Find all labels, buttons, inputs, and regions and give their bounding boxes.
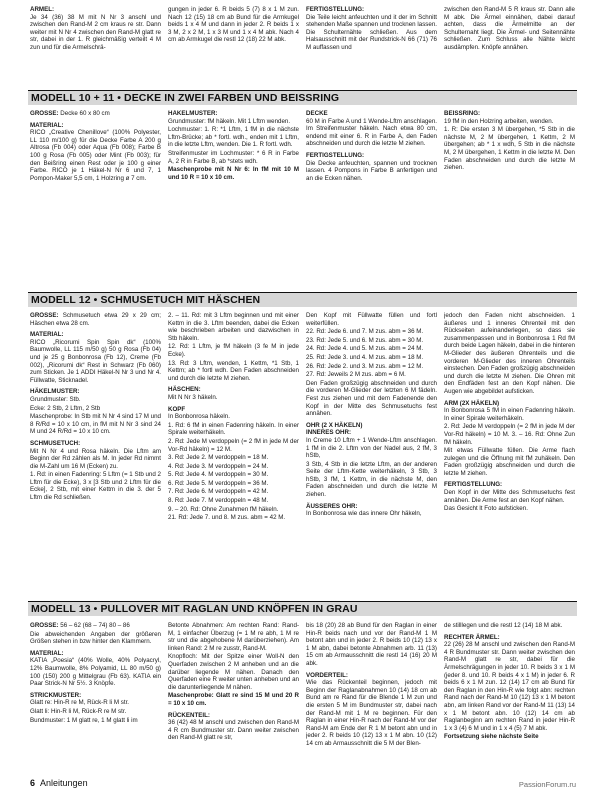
list-item: 8. Rd: Jede 7. M verdoppeln = 48 M.	[168, 497, 269, 505]
model12-gauge: Maschenprobe: In Stb mit N Nr 4 sind 17 M und 8 R/Rd = 10 x 10 cm, in fM mit N Nr 3 sind 24 M und 24 R/Rd = 10 x 10 cm.	[30, 413, 161, 436]
sleeve-heading: ÄRMEL:	[30, 6, 55, 13]
model10-teether-text-1: 19 fM in den Holzring arbeiten, wenden.	[444, 117, 554, 125]
list-item: 27. Rd: Jeweils 2 M zus. abm = 6 M.	[306, 371, 406, 379]
model13-col-4	[444, 622, 575, 772]
model12-bunny-heading: HÄSCHEN:	[168, 386, 201, 394]
model12-inner-ear-text-2: 3 Stb, 4 Stb in die letzte Lftm, an der anderen Seite der Lftm-Kette weiterhäkeln, 3 Stb, 3 hStb, 3 fM, 1 Kettm, in die nächste M, den Faden abschneiden und durch die letzte M ziehen.	[306, 460, 437, 499]
sleeve-text-cont: gungen in jeder 6. R beids 5 (7) 8 x 1 M zun. Nach 12 (15) 18 cm ab Bund für die Armkugel beids 1 x 4 M und dann in jeder 2. R beids 1 x 3 M, 2 x 2 M, 1 x 3 M und 1 x 4 M abk. Nach 4 cm ab Armkugel die restl 12 (18) 22 M abk.	[168, 6, 299, 44]
model10-blanket-heading: DECKE	[306, 110, 328, 117]
model10-teether-text-2: 1. R: Die ersten 3 M übergehen, *5 Stb in die nächste M, 2 M übergehen, 1 Kettm, 2 M übergehen; ab * 1 x wdh, 5 Stb in die nächste M, 2 M übergehen, 1 Kettm in die letzte M. Den Faden abschneiden und durch die letzte M ziehen.	[444, 126, 575, 172]
model10-col-2	[168, 110, 299, 268]
top-col-3	[306, 6, 437, 70]
model10-basic-pattern: Grundmuster: fM häkeln. Mit 1 Lftm wenden.	[168, 117, 291, 125]
model12-body	[30, 312, 575, 588]
finishing-text: Die Teile leicht anfeuchten und it der im Schnitt stehenden Maße spannen und trocknen lassen. Die Schulternähte schließen. Aus dem Halsausschnitt mit der Rundstrick-N 66 (71) 76 M auffassen und	[306, 13, 437, 51]
list-item: 9. – 20. Rd: Ohne Zunahmen fM häkeln.	[168, 505, 279, 513]
list-item: 24. Rd: Jede 4. und 5. M zus. abm = 24 M.	[306, 345, 424, 353]
list-item: 6. Rd: Jede 5. M verdoppeln = 36 M.	[168, 479, 269, 487]
model12-finishing-text: Den Kopf in der Mitte des Schmusetuchs fest annähen. Die Arme fest an den Kopf nähen.	[444, 489, 575, 504]
model12-size-label: GRÖSSE:	[30, 312, 59, 319]
model13-front-heading: VORDERTEIL:	[306, 671, 348, 679]
model12-outer-ear-heading: ÄUSSERES OHR:	[306, 502, 358, 510]
model10-size-label: GRÖSSE:	[30, 110, 59, 117]
model12-inner-ear-text-1: In Creme 10 Lftm + 1 Wende-Lftm anschlagen. 1 fM in die 2. Lftm von der Nadel aus, 2 fM, 3 hStb,	[306, 436, 437, 460]
model12-finishing-heading: FERTIGSTELLUNG:	[444, 481, 503, 489]
list-item: 21. Rd: Jede 7. und 8. M zus. abm = 42 M.	[168, 514, 286, 522]
list-item: 3. Rd: Jede 2. M verdoppeln = 18 M.	[168, 454, 269, 462]
model13-right-sleeve-text: 22 (26) 28 M anschl und zwischen den Rand-M 4 R Bundmuster str. Dann weiter zwischen den Rand-M glatt re str, dabei für die Ärmelschrägungen in jeder 10. R beids 3 x 1 M (jeder 8. und 10. R beids 4 x 1 M) in jeder 6. R beids 6 x 1 M zun. 12 (14) 17 cm ab Bund für den Raglan in den Hin-R wie folgt abn: rechten Rand nach der Rand-M 10 (12) 13 x 1 M betont abn, am linken Rand vor der Rand-M 11 (13) 14 x 1 M betont abn. 10 (12) 14 cm ab Raglanbeginn am rechten Rand in jeder Hin-R 1 x 3 (4) 6 M und in 1 x 4 (5) 7 M abk.	[444, 641, 575, 732]
model12-size: Schmusetuch etwa 29 x 29 cm; Häschen etwa 28 cm.	[30, 312, 161, 327]
model12-rounds-2-11: 2. – 11. Rd: mit 3 Lftm beginnen und mit einer Kettm in die 3. Lftm beenden, dabei die Ecken wie beschrieben arbeiten und dazwischen in Stb häkeln.	[168, 312, 299, 342]
model13-col-2	[168, 622, 299, 772]
list-item: 1. Rd: 6 fM in einen Fadenring häkeln. In einer Spirale weiterhäkeln.	[168, 421, 299, 437]
model13-back-heading: RÜCKENTEIL:	[168, 711, 210, 719]
model13-col-3	[306, 622, 437, 772]
top-continuation	[30, 6, 575, 70]
model13-size: 56 – 62 (68 – 74) 80 – 86	[60, 622, 130, 629]
model12-arm-heading: ARM (2X HÄKELN)	[444, 399, 499, 407]
model12-head-text: In Bonbonrosa häkeln.	[168, 413, 230, 421]
model13-stockinette: Glatt re: Hin-R re M, Rück-R li M str.	[30, 699, 130, 707]
model10-finishing-text: Die Decke anfeuchten, spannen und trocknen lassen. 4 Pompons in Farbe B anfertigen und an die Ecken nähen.	[306, 159, 437, 182]
model12-col-3	[306, 312, 437, 588]
model12-cloth-text: Mit N Nr 4 und Rosa häkeln. Die Lftm am Beginn der Rd zählen als M. In jeder Rd nimmt die M-Zahl um 16 M (Ecken) zu.	[30, 447, 161, 470]
page-number: 6	[30, 778, 36, 788]
model13-back-text: 36 (42) 48 M anschl und zwischen den Rand-M 4 R cm Bundmuster str. Dann weiter zwischen den Rand-M glatt re str,	[168, 719, 299, 742]
model12-basic-pattern: Grundmuster: Stb.	[30, 395, 81, 403]
model10-lace-pattern: Lochmuster: 1. R: *1 Lftm, 1 fM in die nächste Lftm-Brücke; ab * fortl. wdh., enden mit 1 Lftm, in die letzte Lftm, wenden. Die 1. R fortl. wdh.	[168, 126, 299, 149]
model12-crochet-pattern-heading: HÄKELMUSTER:	[30, 388, 80, 396]
model13-col-1	[30, 622, 161, 772]
model12-title-bar	[28, 292, 577, 307]
model10-teether-heading: BEISSRING:	[444, 110, 481, 117]
list-item: 22. Rd: Jede 6. und 7. M zus. abm = 36 M.	[306, 328, 424, 336]
model13-knit-pattern-heading: STRICKMUSTER:	[30, 691, 82, 699]
model12-title: MODELL 12 • SCHMUSETUCH MIT HÄSCHEN	[31, 294, 261, 306]
model12-inner-ear-heading: INNERES OHR:	[306, 429, 352, 437]
model13-size-note: Die abweichenden Angaben der größeren Größen stehen in bzw hinter den Klammern.	[30, 630, 161, 646]
model10-stripe-pattern: Streifenmuster im Lochmuster: * 6 R in Farbe A, 2 R in Farbe B, ab *stets wdh.	[168, 149, 299, 165]
list-item: 2. Rd: Jede M verdoppeln (= 2 fM in jede M der Vor-Rd häkeln) = 12 M.	[168, 437, 299, 453]
model13-body	[30, 622, 575, 772]
model13-front-text-cont: de stilllegen und die restl 12 (14) 18 M abk.	[444, 622, 563, 629]
model13-rib-pattern: Bundmuster: 1 M glatt re, 1 M glatt li im	[30, 716, 138, 724]
model10-crochet-pattern-heading: HÄKELMUSTER:	[168, 110, 218, 117]
model12-col-4	[444, 312, 575, 588]
section-name: Anleitungen	[40, 778, 88, 788]
model12-ear-assembly: jedoch den Faden nicht abschneiden. 1 äußeres und 1 inneres Ohrenteil mit den Rückseiten aufeinanderlegen, so dass sie zusammenpassen und in Bonbonrosa 1 Rd fM durch beide Lagen häkeln, dabei in die hinteren M-Glieder des äußeren Ohrenteils und die vorderen M-Glieder des inneren Ohrenteils einstechen. Den Faden großzügig abschneiden und durch die letzte M ziehen. Die Ohren mit den Endfäden fest an den Kopf nähen. Die Augen wie abgebildet aufsticken.	[444, 312, 575, 395]
model12-stuffing-text: Den Kopf mit Füllwatte füllen und fortl weiterfüllen.	[306, 312, 437, 327]
model12-round-1: 1. Rd: in einen Fadenring: 5 Lftm (= 1 Stb und 2 Lftm für die Ecke), 3 x [3 Stb und 2 Lftm für die Ecke], 2 Stb, mit einer Kettm in die 3. der 5 Lftm die Rd schließen.	[30, 471, 161, 502]
list-item: 26. Rd: Jede 2. und 3. M zus. abm = 12 M.	[306, 362, 424, 370]
list-item: 4. Rd: Jede 3. M verdoppeln = 24 M.	[168, 462, 269, 470]
model13-material-label: MATERIAL:	[30, 649, 64, 657]
page-footer	[30, 778, 88, 788]
model10-col-4	[444, 110, 575, 268]
model12-round-13: 13. Rd: 3 Lftm, wenden, 1 Kettm, *1 Stb, 1 Kettm; ab * fortl wdh. Den Faden abschneiden und durch die letzte M ziehen.	[168, 359, 299, 382]
finishing-text-cont: zwischen den Rand-M 5 R kraus str. Dann alle M abk. Die Ärmel einnähen, dabei darauf achten, dass die Ärmelmitte an der Schulternaht liegt. Die Ärmel- und Seitennähte schließen. Zum Schluss alle Nähte leicht ausdämpfen. Knöpfe annähen.	[444, 6, 575, 51]
model10-material: RICO „Creative Chenillove“ (100% Polyester, LL 110 m/100 g) für die Decke Farbe A 200 g Altrosa (Fb 004) oder Aqua (Fb 008); Farbe B 100 g Rosa (Fb 005) oder Mint (Fb 003); für den Beißring einen Rest oder je 100 g einer Farbe. RICO je 1 Häkel-N Nr 6 und 7, 1 Pompon-Maker 5,5 cm, 1 Holzring ø 7 cm.	[30, 129, 161, 182]
list-item: 23. Rd: Jede 5. und 6. M zus. abm = 30 M.	[306, 336, 424, 344]
model12-ear-heading: OHR (2 X HÄKELN)	[306, 421, 363, 429]
model13-title: MODELL 13 • PULLOVER MIT RAGLAN UND KNÖPFEN IN GRAU	[31, 603, 358, 615]
model13-front-text: Wie das Rückenteil beginnen, jedoch mit Beginn der Raglanabnahmen 10 (14) 18 cm ab Bund am re Rand für die Blende 1 M zun und die ersten 5 M im Bundmuster str, dabei nach der Rand-M mit 1 M re beginnen. Für den Raglan in einer Hin-R nach der Rand-M vor der Rand-M am Ende der R 1 M betont abn und in jeder 2. R beids 10 (12) 13 x 1 M abn. 10 (12) 14 cm ab Armausschnitt die 5 M der Blen-	[306, 679, 437, 747]
model10-material-label: MATERIAL:	[30, 121, 64, 129]
finishing-heading: FERTIGSTELLUNG:	[306, 6, 365, 13]
model12-face-text: Das Gesicht lt Foto aufsticken.	[444, 505, 528, 513]
model13-reverse-stockinette: Glatt li: Hin-R li M, Rück-R re M str.	[30, 707, 127, 715]
model12-material: RICO „Ricorumi Spin Spin dk“ (100% Baumwolle, LL 115 m/50 g) 50 g Rosa (Fb 04) und je 25 g Bonbonrosa (Fb 12), Creme (Fb 002), „Ricorumi dk“ Rest in Schwarz (Fb 060) zum Sticken. Je 1 ADDI Häkel-N Nr 3 und Nr 4. Füllwatte, Sticknadel.	[30, 338, 161, 384]
top-col-2	[168, 6, 299, 70]
model12-head-heading: KOPF	[168, 405, 186, 413]
model12-arm-text-1: In Bonbonrosa 5 fM in einen Fadenring häkeln. In einer Spirale weiterhäkeln.	[444, 407, 575, 422]
model12-material-label: MATERIAL:	[30, 331, 64, 339]
model10-col-3	[306, 110, 437, 268]
model12-arm-text-2: 2. Rd: Jede M verdoppeln (= 2 fM in jede M der Vor-Rd häkeln) = 10 M. 3. – 16. Rd: Ohne Zun fM häkeln.	[444, 423, 575, 446]
model12-round-12: 12. Rd: 1 Lftm, je fM häkeln (3 fe M in jede Ecke).	[168, 343, 299, 358]
model12-col-2	[168, 312, 299, 588]
model12-corner: Ecke: 2 Stb, 2 Lftm, 2 Stb	[30, 404, 101, 412]
list-item: 7. Rd: Jede 6. M verdoppeln = 42 M.	[168, 488, 269, 496]
watermark: PassionForum.ru	[518, 780, 576, 789]
model13-gauge: Maschenprobe: Glatt re sind 15 M und 20 R = 10 x 10 cm.	[168, 692, 299, 707]
model12-col-1	[30, 312, 161, 588]
model10-finishing-heading: FERTIGSTELLUNG:	[306, 151, 365, 159]
model13-decreases: Betonte Abnahmen: Am rechten Rand: Rand-M, 1 einfacher Überzug (= 1 M re abh, 1 M re str und die abgehobene M darüberziehen). Am linken Rand: 2 M re zusstr, Rand-M.	[168, 622, 299, 652]
sleeve-text: Je 34 (36) 38 M mit N Nr 3 anschl und zwischen den Rand-M 2 cm kraus re str. Dann weiter mit N Nr 4 zwischen den Rand-M glatt re str, dabei in der 1. R gleichmäßig verteilt 4 M zun und für die Armelschrä-	[30, 13, 161, 51]
model12-arm-text-3: Mit etwas Füllwatte füllen. Die Arme flach zulegen und die Öffnung mit fM zuhäkeln. Den Faden großzügig abschneiden und durch die letzte M ziehen.	[444, 447, 575, 477]
model13-title-bar	[28, 601, 577, 616]
model13-right-sleeve-heading: RECHTER ÄRMEL:	[444, 633, 500, 641]
top-col-4	[444, 6, 575, 70]
model12-bunny-text: Mit N Nr 3 häkeln.	[168, 393, 218, 401]
list-item: 25. Rd: Jede 3. und 4. M zus. abm = 18 M.	[306, 353, 424, 361]
model12-head-finish: Den Faden großzügig abschneiden und durch die vorderen M-Glieder der letzten 6 M fädeln. Fest zus ziehen und mit dem Fadenende den Kopf in der Mitte des Schmusetuchs fest annähen.	[306, 379, 437, 418]
model13-buttonhole: Knopfloch: Mit der Spitze einer Woll-N den Querfaden zwischen 2 M anheben und an die darüber liegende M nähen. Danach den Querfaden eine R weiter unten anheben und an die darunterliegende M nähen.	[168, 653, 299, 691]
top-col-1	[30, 6, 161, 70]
model12-outer-ear-text: In Bonbonrosa wie das innere Ohr häkeln,	[306, 510, 422, 518]
model10-col-1	[30, 110, 161, 268]
model10-title: MODELL 10 + 11 • DECKE IN ZWEI FARBEN UND BEISSRING	[31, 92, 340, 104]
model10-gauge: Maschenprobe mit N Nr 6: In fM mit 10 M und 10 R = 10 x 10 cm.	[168, 166, 299, 181]
list-item: 5. Rd: Jede 4. M verdoppeln = 30 M.	[168, 471, 269, 479]
model13-size-label: GRÖSSE:	[30, 622, 59, 629]
model10-title-bar	[28, 90, 577, 105]
model10-body	[30, 110, 575, 268]
model10-size: Decke 60 x 80 cm	[60, 110, 110, 117]
model12-cloth-heading: SCHMUSETUCH:	[30, 439, 81, 447]
model13-raglan-text: bis 18 (20) 28 ab Bund für den Raglan in einer Hin-R beids nach und vor der Rand-M 1 M betont abn und in jeder 2. R beids 10 (12) 13 x 1 M abn, dabei betonte Abnahmen arb. 11 (13) 15 cm ab Armausschnitt die restl 14 (16) 20 M abk.	[306, 622, 437, 667]
model10-blanket-text: 60 M in Farbe A und 1 Wende-Lftm anschlagen. Im Streifenmuster häkeln. Nach etwa 80 cm, endend mit einer 6. R in Farbe A, den Faden abschneiden und durch die letzte M ziehen.	[306, 117, 437, 148]
model13-continued-note: Fortsetzung siehe nächste Seite	[444, 733, 539, 741]
model13-material: KATIA „Poesia“ (40% Wolle, 40% Polyacryl, 12% Baumwolle, 8% Polyamid, LL 80 m/50 g) 100 (150) 200 g Mittelgrau (Fb 63). KATIA ein Paar Strick-N Nr 5½. 3 Knöpfe.	[30, 657, 161, 688]
